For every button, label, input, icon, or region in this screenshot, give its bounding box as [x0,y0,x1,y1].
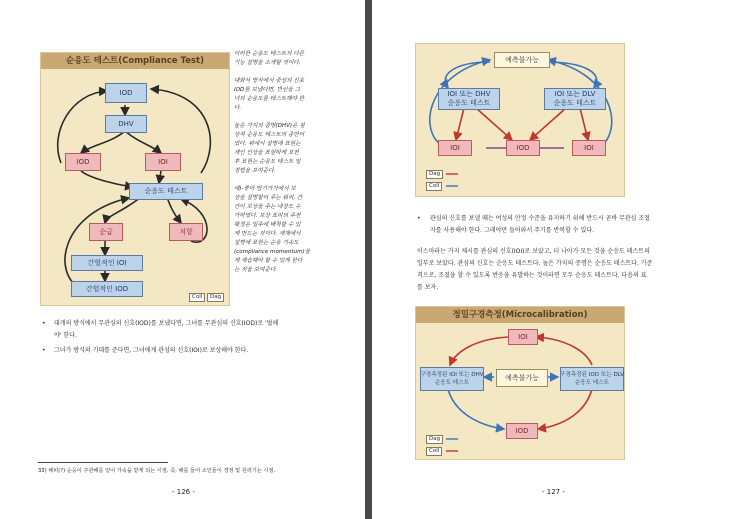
bullet-text: 관심의 신호를 보낼 때는 여성의 안정 수준을 유지하기 위해 반드시 곧바 무관심 조절 [430,215,650,222]
body-line: 일부로 보았다. 관심의 신호는 순응도 테스트다. 높은 가치의 증명은 순응도 테스트다. 기준 [417,260,653,267]
box-calibrated-ioi-dhv: 구경측정된 IOI 또는 DHV 순응도 테스트 [420,367,484,391]
column-line: 상을 설명할이 주는 워리, 간 [234,195,303,201]
compliance-test-figure [40,52,230,306]
column-line: 이러한 순응도 테스트의 다른 [234,51,305,57]
footnote-divider [38,462,168,463]
legend-tag-dag: Dag [426,170,443,179]
column-line: 었다. 위에서 설명에 표현는 [234,141,301,147]
column-line: 후 표현는 순응도 테스트 일 [234,159,301,165]
unpredictability-figure [415,43,625,197]
column-line: 녀의 순응도를 테스트해야 한 [234,96,305,102]
box-ioi-a: IOI [438,140,472,156]
column-line: 예)-좋아 방기가가에서 보 [234,186,296,192]
body-line: 를 보자. [417,284,439,291]
bullet-text-cont: 야' 한다. [54,332,77,339]
box-ioi: IOI [145,153,181,171]
column-line: 대화식 방식에서 중성의 신포 [234,78,305,84]
legend-arrows [416,44,624,196]
box-iod-top: IOD [105,83,147,103]
box-compliance-test: 순응도 테스트 [129,183,203,200]
bullet-text: 그녀가 방식의 기대를 준다면, 그녀에게 관심의 신호(IOI)로 보상해야 한다. [54,347,249,354]
microcalibration-figure [415,306,625,460]
box-dhv: DHV [105,115,147,133]
column-line: IOD를 보냈다면, 반신을 그 [234,87,301,93]
body-line: 이스마라는 가지 제시를 관심의 신호(IOI)로 보았고, 더 나아가 모든 것을 순응도 테스트의 [417,248,650,255]
column-line: 가하였다. 보상 표리의 주전 [234,213,301,219]
column-line: 게 제습해야 할 수 있게 한다 [234,258,303,264]
bullet-marker: • [417,215,421,222]
column-line: (compliance momentum)을 [234,249,311,255]
column-line: 상적 순응도 테스트의 종반이 [234,132,305,138]
column-line: 확정은 일주에 배척할 수 있 [234,222,301,228]
figure-title: 정밀구경측정(Microcalibration) [416,307,624,323]
box-ioi: IOI [508,329,538,345]
box-ioi-intermittent: 간헐적인 IOI [71,255,143,271]
column-line: 정법을 보여준다. [234,168,276,174]
footnote: 33) 해피(?) 순응이 주관해를 얻어 가속을 받게 되는 시점, 즉, 해를 들어 소인들이 경정 및 원리기는 시점. [38,468,276,474]
box-unpredictable: 예측불가능 [494,52,550,68]
column-line [234,68,326,77]
box-ioi-b: IOI [572,140,606,156]
column-line: 간이 보상을 주는 네장도 수 [234,204,301,210]
right-page [372,0,740,519]
box-iod-left: IOD [65,153,101,171]
box-ioi-or-dlv: IOI 또는 DLV 순응도 테스트 [544,88,606,110]
column-line [234,113,326,122]
box-sunngeup: 순급 [89,223,123,241]
column-line: 개인 인상을 표현하게 요전 [234,150,299,156]
legend-tag-dag: Dag [207,293,224,302]
box-jeohang: 저항 [169,223,203,241]
figure-title: 순응도 테스트(Compliance Test) [41,53,229,69]
legend-arrows [416,307,624,459]
legend-tag-coll: Coll [426,182,442,191]
body-line: 격으로, 조절을 할 수 있도록 반응을 유발하는 것이라면 모두 순응도 테스트다. 다음의 표 [417,272,647,279]
legend-tag-dag: Dag [426,435,443,444]
box-iod: IOD [506,423,538,439]
column-line: 는 것을 보여준다. [234,267,278,273]
column-line: 다. [234,105,242,111]
box-unpredictable: 예측불가능 [496,369,548,387]
column-text [234,50,326,275]
bullet-text-cont: 자를 사용해야 한다. 그래야만 들어와서 주기를 반복할 수 있다. [430,227,594,234]
bullet-marker: • [42,347,46,354]
column-line: 게 만드는 것이다. 개채에서 [234,231,301,237]
left-page [0,0,365,519]
legend-tag-coll: Coll [189,293,205,302]
column-line: 설명에 표현는 순응 기속도 [234,240,299,246]
bullet-marker: • [42,320,46,327]
box-iod: IOD [506,140,540,156]
page-number: - 127 - [542,488,565,496]
box-calibrated-iod-dlv: 구경측정된 IOD 또는 DLV 순응도 테스트 [560,367,624,391]
box-iod-intermittent: 간헐적인 IOD [71,281,143,297]
legend-tag-coll: Coll [426,447,442,456]
column-line: 높은 가치의 증명(DHV)은 점 [234,123,305,129]
box-ioi-or-dhv: IOI 또는 DHV 순응도 테스트 [438,88,500,110]
column-line [234,176,326,185]
column-line: 기능 설명을 소개할 것이다. [234,60,301,66]
page-number: - 126 - [172,488,195,496]
book-gutter [365,0,372,519]
bullet-text: 대개의 방식에서 무관심의 신호(IOD)를 보냈다면, 그녀를 무관심의 신호(IOD)로 '벌해 [54,320,279,327]
